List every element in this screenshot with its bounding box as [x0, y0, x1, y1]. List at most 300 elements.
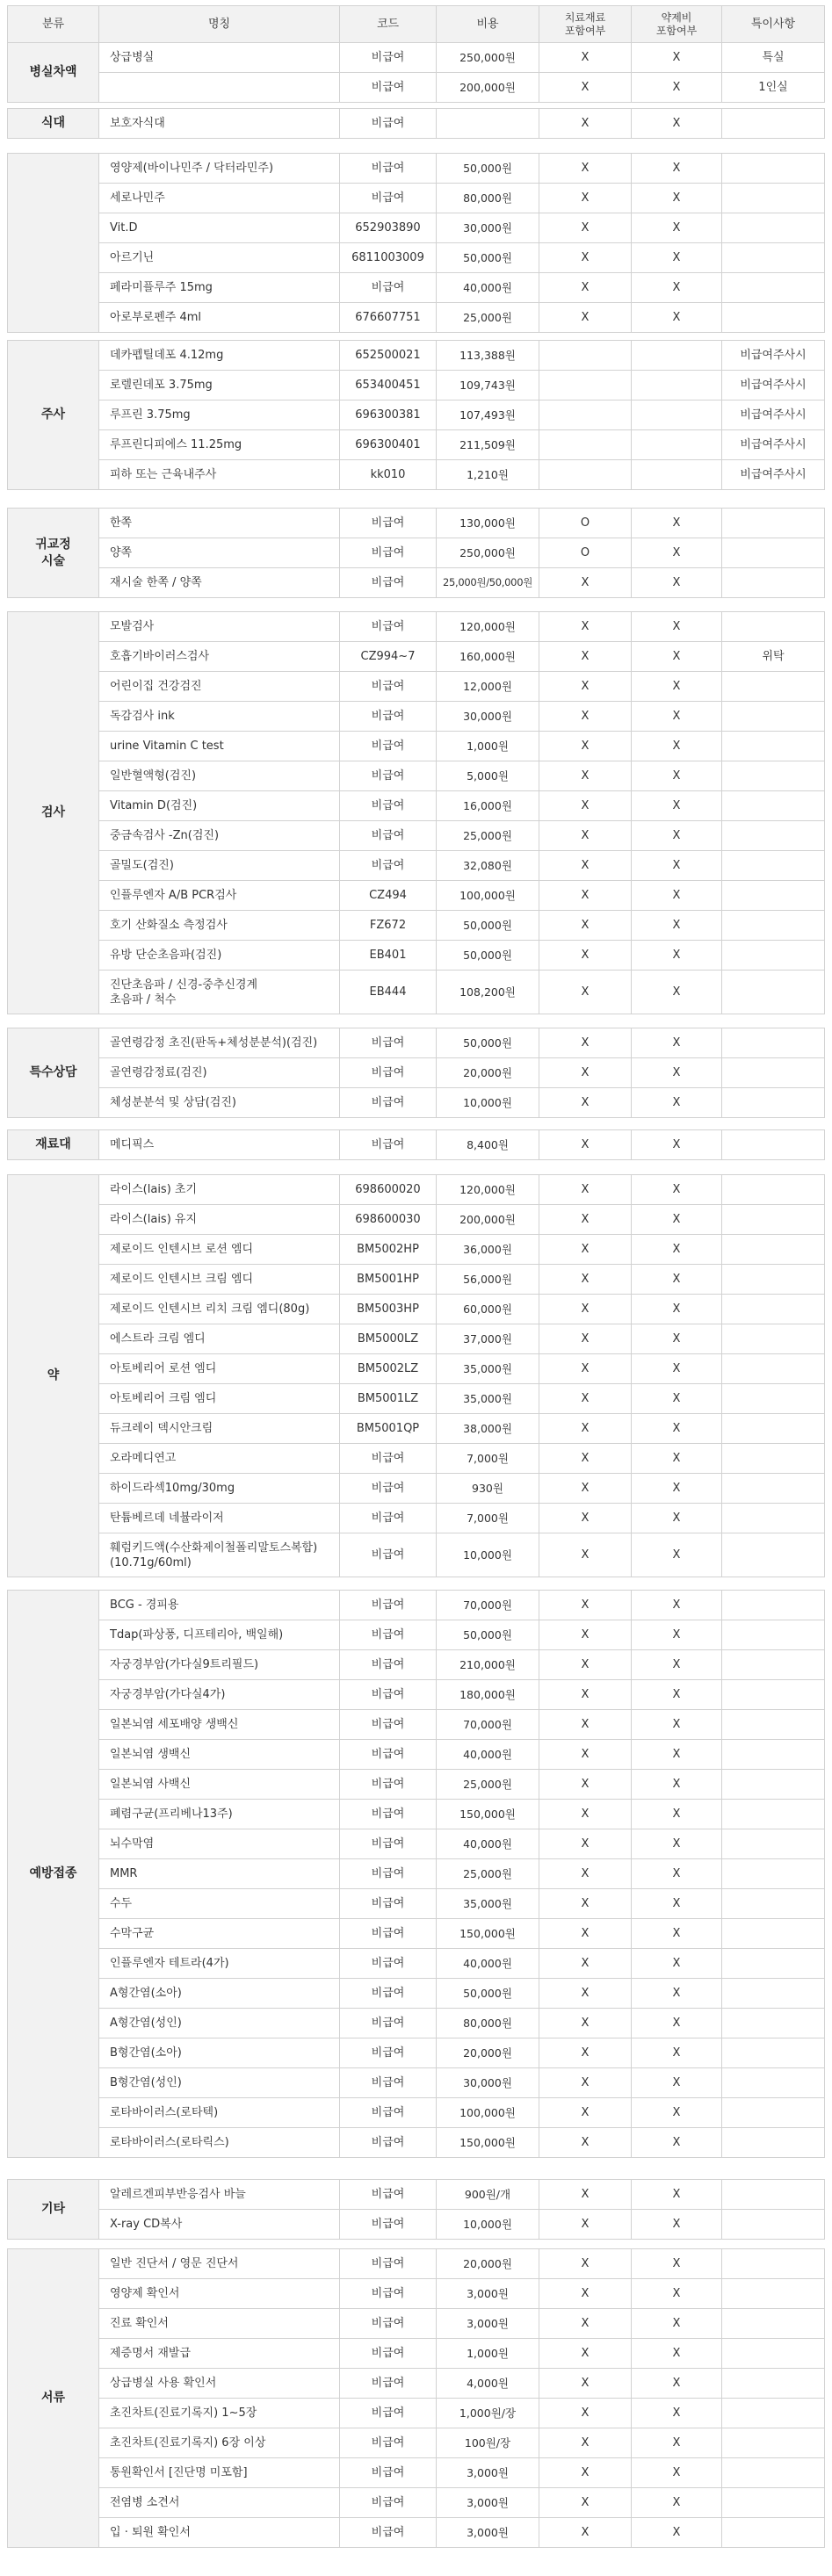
item-code: 비급여: [340, 1650, 437, 1680]
material-included: [539, 341, 632, 371]
table-row: [8, 2038, 825, 2068]
item-name: 자궁경부암(가다실9트리필드): [99, 1650, 340, 1680]
item-code: 비급여: [340, 2309, 437, 2339]
drug-included: X: [632, 971, 722, 1014]
item-name: 제로이드 인텐시브 크림 엠디: [99, 1265, 340, 1295]
table-row: [8, 2279, 825, 2309]
category-injection: 주사: [8, 341, 99, 490]
item-note: [722, 1384, 825, 1414]
item-fee: 211,509원: [437, 430, 539, 460]
item-note: [722, 2009, 825, 2038]
item-fee: 930원: [437, 1474, 539, 1504]
item-name: 상급병실: [99, 43, 340, 73]
material-included: X: [539, 568, 632, 598]
table-row: [8, 1265, 825, 1295]
material-included: X: [539, 702, 632, 732]
item-fee: 120,000원: [437, 1175, 539, 1205]
item-note: [722, 612, 825, 642]
material-included: X: [539, 672, 632, 702]
material-included: X: [539, 1354, 632, 1384]
category-test: 검사: [8, 612, 99, 1014]
item-code: 비급여: [340, 1533, 437, 1577]
item-name: 라이스(lais) 유지: [99, 1205, 340, 1235]
material-included: X: [539, 821, 632, 851]
item-note: [722, 1650, 825, 1680]
material-included: X: [539, 1650, 632, 1680]
item-note: [722, 109, 825, 139]
item-code: 비급여: [340, 1740, 437, 1770]
drug-included: X: [632, 243, 722, 273]
item-code: 비급여: [340, 1474, 437, 1504]
item-name: 수막구균: [99, 1919, 340, 1949]
item-code: 비급여: [340, 2128, 437, 2158]
table-row: [8, 1414, 825, 1444]
item-name: B형간염(소아): [99, 2038, 340, 2068]
item-fee: 200,000원: [437, 1205, 539, 1235]
material-included: X: [539, 1680, 632, 1710]
material-included: X: [539, 2009, 632, 2038]
item-note: [722, 1414, 825, 1444]
item-note: [722, 538, 825, 568]
item-fee: 1,000원: [437, 732, 539, 761]
material-included: X: [539, 1710, 632, 1740]
table-row: [8, 1088, 825, 1118]
item-name: 피하 또는 근육내주사: [99, 460, 340, 490]
fee-table: [7, 1028, 825, 1118]
item-note: [722, 1859, 825, 1889]
item-note: [722, 732, 825, 761]
category-etc: 기타: [8, 2180, 99, 2240]
drug-included: X: [632, 1384, 722, 1414]
item-code: CZ494: [340, 881, 437, 911]
item-code: 비급여: [340, 1130, 437, 1160]
table-row: [8, 400, 825, 430]
material-included: X: [539, 761, 632, 791]
fee-table: [7, 2248, 825, 2548]
item-code: 비급여: [340, 2009, 437, 2038]
item-note: [722, 672, 825, 702]
column-header: 명칭: [99, 6, 340, 43]
item-code: 698600030: [340, 1205, 437, 1235]
item-code: BM5003HP: [340, 1295, 437, 1324]
drug-included: [632, 341, 722, 371]
item-fee: 1,210원: [437, 460, 539, 490]
item-fee: 50,000원: [437, 154, 539, 184]
item-fee: 8,400원: [437, 1130, 539, 1160]
item-name: 상급병실 사용 확인서: [99, 2369, 340, 2399]
item-note: [722, 2249, 825, 2279]
item-name: B형간염(성인): [99, 2068, 340, 2098]
drug-included: X: [632, 1295, 722, 1324]
item-name: X-ray CD복사: [99, 2210, 340, 2240]
item-note: [722, 1235, 825, 1265]
item-name: 재시술 한쪽 / 양쪽: [99, 568, 340, 598]
item-fee: 40,000원: [437, 1949, 539, 1979]
item-note: [722, 941, 825, 971]
item-note: [722, 2279, 825, 2309]
item-name: BCG - 경피용: [99, 1591, 340, 1620]
item-note: [722, 1591, 825, 1620]
table-row: [8, 881, 825, 911]
drug-included: X: [632, 1058, 722, 1088]
category-material: 재료대: [8, 1130, 99, 1160]
item-name: 유방 단순초음파(검진): [99, 941, 340, 971]
item-note: [722, 1680, 825, 1710]
item-note: [722, 911, 825, 941]
category-meal: 식대: [8, 109, 99, 139]
material-included: X: [539, 1028, 632, 1058]
drug-included: X: [632, 2369, 722, 2399]
table-row: [8, 371, 825, 400]
material-included: X: [539, 1740, 632, 1770]
item-fee: 30,000원: [437, 702, 539, 732]
table-row: [8, 1800, 825, 1829]
column-header: 분류: [8, 6, 99, 43]
material-included: [539, 430, 632, 460]
item-code: 698600020: [340, 1175, 437, 1205]
drug-included: X: [632, 184, 722, 213]
item-fee: 7,000원: [437, 1444, 539, 1474]
drug-included: X: [632, 2309, 722, 2339]
fee-table: [7, 508, 825, 598]
item-fee: 32,080원: [437, 851, 539, 881]
material-included: X: [539, 1414, 632, 1444]
item-code: 696300401: [340, 430, 437, 460]
table-row: [8, 1130, 825, 1160]
fee-table: [7, 153, 825, 333]
drug-included: [632, 371, 722, 400]
item-name: Vitamin D(검진): [99, 791, 340, 821]
material-included: O: [539, 538, 632, 568]
material-included: X: [539, 2098, 632, 2128]
table-row: [8, 732, 825, 761]
item-name: 호기 산화질소 측정검사: [99, 911, 340, 941]
drug-included: X: [632, 851, 722, 881]
item-fee: 210,000원: [437, 1650, 539, 1680]
table-row: [8, 1620, 825, 1650]
drug-included: [632, 460, 722, 490]
item-fee: 250,000원: [437, 538, 539, 568]
item-note: [722, 761, 825, 791]
item-code: 비급여: [340, 1859, 437, 1889]
item-note: [722, 1295, 825, 1324]
table-row: [8, 1384, 825, 1414]
item-name: 골연령감정 초진(판독+체성분분석)(검진): [99, 1028, 340, 1058]
item-note: [722, 851, 825, 881]
fee-table: [7, 2179, 825, 2240]
table-row: [8, 341, 825, 371]
item-fee: 50,000원: [437, 911, 539, 941]
table-row: [8, 971, 825, 1014]
material-included: X: [539, 2210, 632, 2240]
drug-included: X: [632, 1175, 722, 1205]
item-code: BM5001HP: [340, 1265, 437, 1295]
category-medicine: 약: [8, 1175, 99, 1577]
item-name: 아르기닌: [99, 243, 340, 273]
drug-included: X: [632, 2488, 722, 2518]
material-included: X: [539, 2180, 632, 2210]
item-code: 비급여: [340, 1504, 437, 1533]
material-included: X: [539, 1979, 632, 2009]
table-row: [8, 2518, 825, 2548]
drug-included: X: [632, 791, 722, 821]
drug-included: X: [632, 1591, 722, 1620]
item-note: [722, 971, 825, 1014]
table-row: [8, 1058, 825, 1088]
drug-included: X: [632, 2518, 722, 2548]
table-row: [8, 568, 825, 598]
table-row: [8, 1444, 825, 1474]
item-name: 라이스(lais) 초기: [99, 1175, 340, 1205]
item-note: 비급여주사시: [722, 371, 825, 400]
item-note: [722, 1474, 825, 1504]
item-note: [722, 1949, 825, 1979]
material-included: X: [539, 881, 632, 911]
item-name: Vit.D: [99, 213, 340, 243]
item-name: [99, 73, 340, 103]
item-note: [722, 1770, 825, 1800]
drug-included: X: [632, 1949, 722, 1979]
item-code: 비급여: [340, 2279, 437, 2309]
item-name: 알레르겐피부반응검사 바늘: [99, 2180, 340, 2210]
item-fee: 50,000원: [437, 941, 539, 971]
item-name: 로타바이러스(로타릭스): [99, 2128, 340, 2158]
item-note: [722, 1354, 825, 1384]
material-included: X: [539, 1058, 632, 1088]
column-header: 특이사항: [722, 6, 825, 43]
item-name: 보호자식대: [99, 109, 340, 139]
drug-included: X: [632, 1130, 722, 1160]
item-code: 비급여: [340, 568, 437, 598]
item-fee: 40,000원: [437, 1829, 539, 1859]
item-name: 뇌수막염: [99, 1829, 340, 1859]
item-name: Tdap(파상풍, 디프테리아, 백일해): [99, 1620, 340, 1650]
table-row: [8, 2210, 825, 2240]
material-included: X: [539, 1474, 632, 1504]
drug-included: [632, 430, 722, 460]
item-note: [722, 243, 825, 273]
item-note: [722, 2180, 825, 2210]
table-row: [8, 1680, 825, 1710]
item-code: 676607751: [340, 303, 437, 333]
item-fee: 10,000원: [437, 1533, 539, 1577]
table-row: [8, 2068, 825, 2098]
item-code: 652500021: [340, 341, 437, 371]
table-row: [8, 538, 825, 568]
item-note: [722, 702, 825, 732]
item-note: [722, 1324, 825, 1354]
material-included: X: [539, 1889, 632, 1919]
item-fee: 70,000원: [437, 1591, 539, 1620]
item-name: 제증명서 재발급: [99, 2339, 340, 2369]
material-included: X: [539, 243, 632, 273]
item-name: 진단초음파 / 신경-중추신경계 초음파 / 척수: [99, 971, 340, 1014]
item-fee: 120,000원: [437, 612, 539, 642]
item-fee: 20,000원: [437, 1058, 539, 1088]
item-fee: 50,000원: [437, 1979, 539, 2009]
item-name: 데카펩틸데포 4.12mg: [99, 341, 340, 371]
item-name: 중금속검사 -Zn(검진): [99, 821, 340, 851]
item-name: 탄튬베르데 네뷸라이저: [99, 1504, 340, 1533]
table-row: [8, 303, 825, 333]
item-note: 비급여주사시: [722, 400, 825, 430]
drug-included: X: [632, 761, 722, 791]
item-code: 비급여: [340, 273, 437, 303]
drug-included: X: [632, 2249, 722, 2279]
item-note: [722, 1710, 825, 1740]
item-name: urine Vitamin C test: [99, 732, 340, 761]
material-included: X: [539, 1949, 632, 1979]
item-note: [722, 1175, 825, 1205]
item-name: 폐렴구균(프리베나13주): [99, 1800, 340, 1829]
drug-included: X: [632, 672, 722, 702]
item-name: 수두: [99, 1889, 340, 1919]
table-row: [8, 2309, 825, 2339]
item-name: 모발검사: [99, 612, 340, 642]
item-fee: 1,000원/장: [437, 2399, 539, 2428]
drug-included: X: [632, 273, 722, 303]
item-code: 비급여: [340, 1058, 437, 1088]
material-included: X: [539, 2249, 632, 2279]
fee-table: [7, 340, 825, 490]
material-included: X: [539, 2038, 632, 2068]
drug-included: X: [632, 1770, 722, 1800]
fee-table: [7, 1129, 825, 1160]
item-fee: 160,000원: [437, 642, 539, 672]
table-row: [8, 702, 825, 732]
drug-included: X: [632, 1533, 722, 1577]
item-code: 653400451: [340, 371, 437, 400]
material-included: X: [539, 184, 632, 213]
item-name: 루프린 3.75mg: [99, 400, 340, 430]
item-code: 비급여: [340, 1620, 437, 1650]
drug-included: X: [632, 612, 722, 642]
material-included: X: [539, 1620, 632, 1650]
drug-included: X: [632, 1354, 722, 1384]
item-code: 비급여: [340, 732, 437, 761]
item-name: 에스트라 크림 엠디: [99, 1324, 340, 1354]
item-code: 비급여: [340, 1088, 437, 1118]
category-consult: 특수상담: [8, 1028, 99, 1118]
item-note: [722, 1800, 825, 1829]
table-row: [8, 1295, 825, 1324]
item-note: [722, 2068, 825, 2098]
table-row: [8, 184, 825, 213]
item-name: 초진차트(진료기록지) 6장 이상: [99, 2428, 340, 2458]
item-fee: 50,000원: [437, 243, 539, 273]
drug-included: X: [632, 2279, 722, 2309]
item-note: [722, 184, 825, 213]
item-fee: 100원/장: [437, 2428, 539, 2458]
category-unlabeled: [8, 154, 99, 333]
material-included: X: [539, 154, 632, 184]
item-code: EB444: [340, 971, 437, 1014]
table-row: [8, 1235, 825, 1265]
item-code: 비급여: [340, 2210, 437, 2240]
item-fee: 30,000원: [437, 2068, 539, 2098]
item-code: 비급여: [340, 2249, 437, 2279]
item-code: BM5002LZ: [340, 1354, 437, 1384]
item-name: MMR: [99, 1859, 340, 1889]
item-name: 체성분분석 및 상담(검진): [99, 1088, 340, 1118]
drug-included: X: [632, 1650, 722, 1680]
item-name: 일본뇌염 생백신: [99, 1740, 340, 1770]
item-code: 비급여: [340, 1829, 437, 1859]
item-note: [722, 1444, 825, 1474]
drug-included: X: [632, 1889, 722, 1919]
item-name: 양쪽: [99, 538, 340, 568]
table-row: [8, 1919, 825, 1949]
material-included: [539, 460, 632, 490]
material-included: X: [539, 73, 632, 103]
column-header: 약제비 포함여부: [632, 6, 722, 43]
drug-included: X: [632, 109, 722, 139]
item-note: 비급여주사시: [722, 341, 825, 371]
material-included: X: [539, 1088, 632, 1118]
table-row: [8, 2428, 825, 2458]
table-row: [8, 73, 825, 103]
table-row: [8, 213, 825, 243]
drug-included: X: [632, 2098, 722, 2128]
item-code: BM5001LZ: [340, 1384, 437, 1414]
item-code: BM5000LZ: [340, 1324, 437, 1354]
material-included: X: [539, 1175, 632, 1205]
table-header-row: [8, 6, 825, 43]
table-row: [8, 509, 825, 538]
item-note: [722, 1028, 825, 1058]
drug-included: X: [632, 1829, 722, 1859]
item-code: EB401: [340, 941, 437, 971]
item-note: [722, 2488, 825, 2518]
table-row: [8, 2339, 825, 2369]
item-fee: 80,000원: [437, 184, 539, 213]
item-name: 루프린디피에스 11.25mg: [99, 430, 340, 460]
item-note: [722, 2210, 825, 2240]
material-included: X: [539, 1235, 632, 1265]
drug-included: X: [632, 1414, 722, 1444]
item-fee: 100,000원: [437, 2098, 539, 2128]
item-code: 비급여: [340, 2518, 437, 2548]
item-note: 특실: [722, 43, 825, 73]
item-name: 아토베리어 로션 엠디: [99, 1354, 340, 1384]
item-name: 로렐린데포 3.75mg: [99, 371, 340, 400]
item-note: [722, 2428, 825, 2458]
item-fee: 3,000원: [437, 2458, 539, 2488]
item-fee: 150,000원: [437, 1919, 539, 1949]
item-note: [722, 1740, 825, 1770]
material-included: X: [539, 1295, 632, 1324]
item-code: 비급여: [340, 154, 437, 184]
material-included: X: [539, 1919, 632, 1949]
item-note: [722, 1889, 825, 1919]
item-note: [722, 2518, 825, 2548]
item-fee: 35,000원: [437, 1889, 539, 1919]
table-row: [8, 1324, 825, 1354]
item-note: [722, 791, 825, 821]
item-code: 비급여: [340, 2428, 437, 2458]
material-included: X: [539, 1265, 632, 1295]
table-row: [8, 1474, 825, 1504]
drug-included: X: [632, 1444, 722, 1474]
material-included: X: [539, 1829, 632, 1859]
material-included: X: [539, 2428, 632, 2458]
item-note: [722, 2038, 825, 2068]
item-fee: 20,000원: [437, 2249, 539, 2279]
item-fee: 150,000원: [437, 1800, 539, 1829]
material-included: X: [539, 612, 632, 642]
item-code: 비급여: [340, 2038, 437, 2068]
material-included: X: [539, 732, 632, 761]
